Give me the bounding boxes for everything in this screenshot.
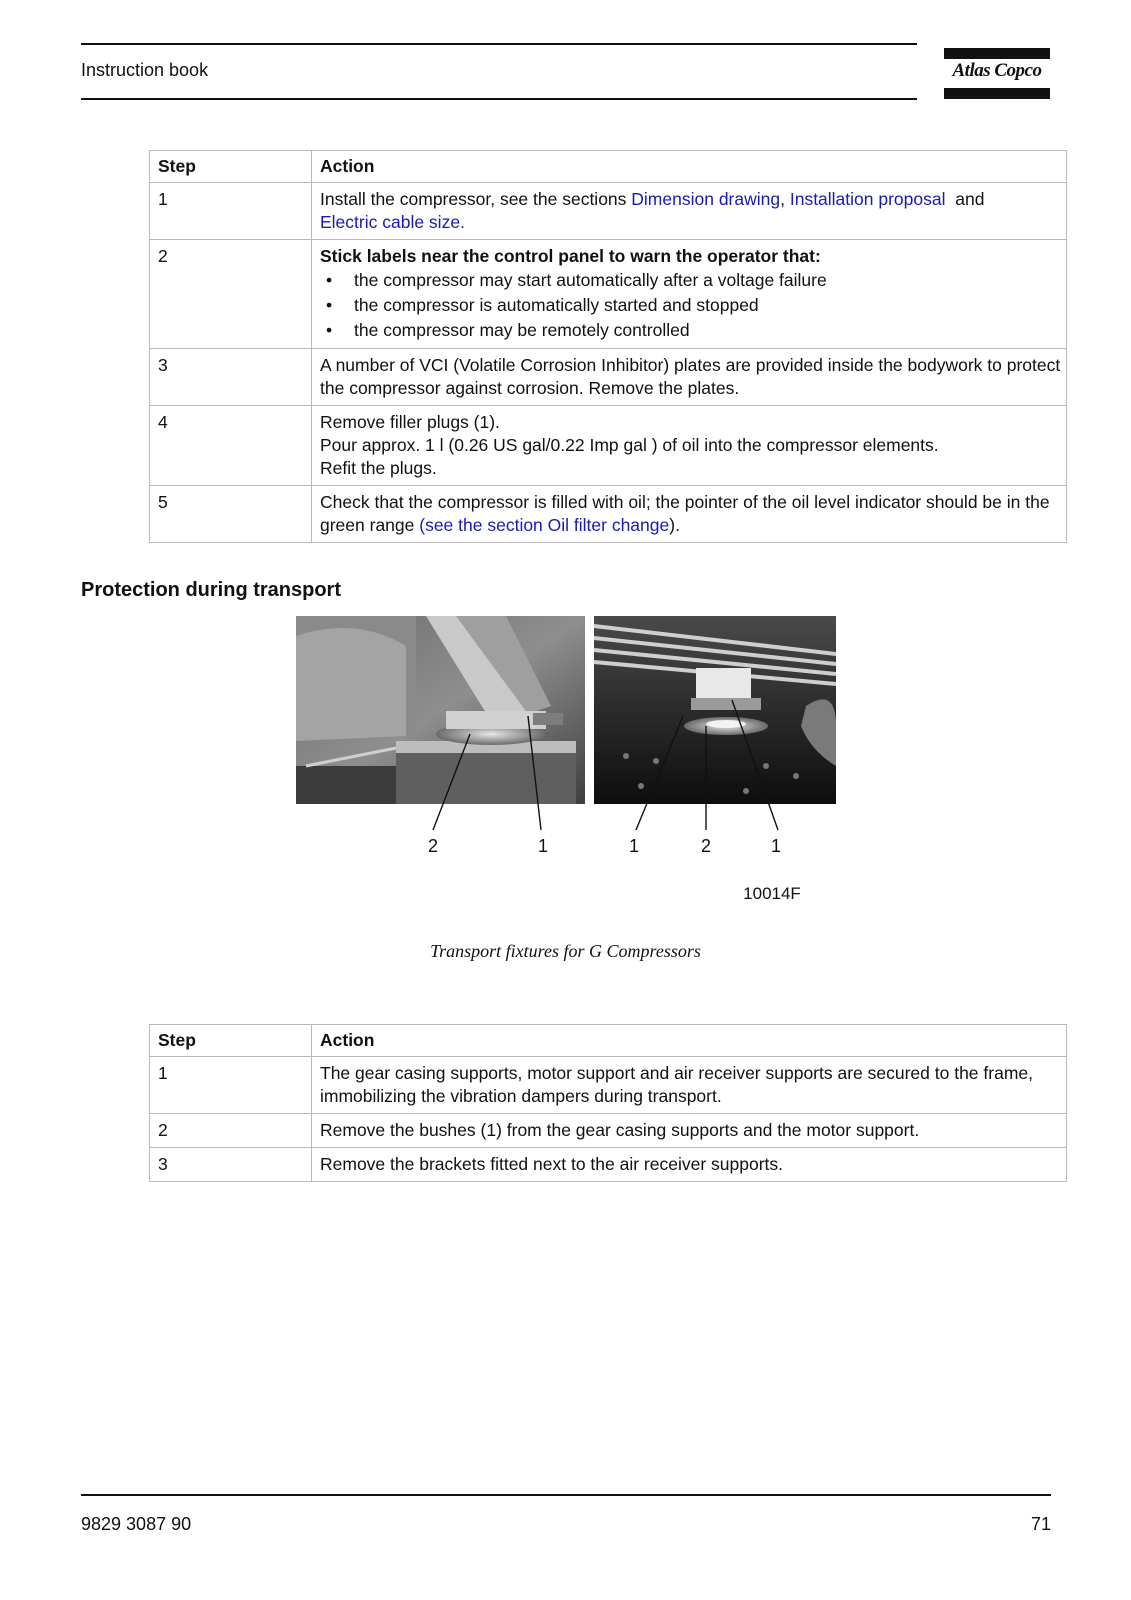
list-item: • the compressor may be remotely controlled [320,318,1062,343]
step-number: 1 [150,183,312,240]
step-number: 3 [150,1148,312,1182]
step-action: A number of VCI (Volatile Corrosion Inhibitor) plates are provided inside the bodywork to protect the compressor against corrosion. Remove the plates. [312,349,1067,406]
column-header-action: Action [312,1025,1067,1057]
table-row [150,349,1067,406]
link-oil-filter-change[interactable]: (see the section Oil filter change [419,515,670,535]
step-number: 5 [150,486,312,543]
link-dimension-drawing[interactable]: Dimension drawing [631,189,781,209]
callout-number: 2 [700,836,712,856]
table-row [150,240,1067,349]
transport-steps-table [149,1024,1067,1182]
footer-rule [81,1494,1051,1496]
callout-number: 1 [770,836,782,856]
action-text: Check that the compressor is filled with oil; the pointer of the oil level indicator should be in the green range [320,492,1050,535]
logo-wordmark: Atlas Copco [952,60,1042,81]
list-item: • the compressor is automatically started and stopped [320,293,1062,318]
atlas-copco-logo [944,48,1050,100]
header-top-rule [81,43,917,45]
section-title: Protection during transport [81,579,341,601]
list-item: • the compressor may start automatically after a voltage failure [320,268,1062,293]
step-action: The gear casing supports, motor support and air receiver supports are secured to the frame, immobilizing the vibration dampers during transport. [312,1057,1067,1114]
action-text: , [780,189,790,209]
action-text: Install the compressor, see the sections [320,189,632,209]
table-row [150,1148,1067,1182]
step-number: 3 [150,349,312,406]
step-number: 1 [150,1057,312,1114]
column-header-step: Step [150,151,312,183]
table-header-row [150,151,1067,183]
action-line: Refit the plugs. [320,458,437,478]
step-action [312,486,1067,543]
photo-motor-support [594,616,836,804]
table-row [150,183,1067,240]
logo-top-bar [944,48,1050,59]
action-text: and [945,189,990,209]
table-row [150,1114,1067,1148]
callout-number: 2 [427,836,439,856]
callout-number: 1 [628,836,640,856]
callout-number: 1 [537,836,549,856]
action-line: Remove filler plugs (1). [320,412,500,432]
header-title: Instruction book [81,60,209,80]
header-bottom-rule [81,98,917,100]
step-number: 2 [150,1114,312,1148]
table-row [150,486,1067,543]
document-number: 9829 3087 90 [81,1514,192,1534]
page-number: 71 [1030,1514,1051,1534]
warning-bullet-list [320,268,1062,343]
figure-svg [296,616,836,916]
link-installation-proposal[interactable]: Installation proposal [789,189,946,209]
figure-caption: Transport fixtures for G Compressors [430,941,701,961]
installation-steps-table [149,150,1067,543]
step-action [312,240,1067,349]
step-action: Remove the bushes (1) from the gear casing supports and the motor support. [312,1114,1067,1148]
action-lead-text: Stick labels near the control panel to warn the operator that: [320,246,821,266]
photo-gear-casing-support [296,616,585,804]
transport-fixtures-figure [296,616,836,916]
column-header-step: Step [150,1025,312,1057]
column-header-action: Action [312,151,1067,183]
logo-bottom-bar [944,88,1050,99]
action-line: Pour approx. 1 l (0.26 US gal/0.22 Imp gal ) of oil into the compressor elements. [320,435,939,455]
table-row [150,406,1067,486]
step-action [312,406,1067,486]
step-action: Remove the brackets fitted next to the air receiver supports. [312,1148,1067,1182]
link-electric-cable-size[interactable]: Electric cable size. [320,212,465,232]
table-header-row [150,1025,1067,1057]
figure-code: 10014F [743,884,801,903]
step-number: 2 [150,240,312,349]
step-action [312,183,1067,240]
action-text: ). [669,515,680,535]
step-number: 4 [150,406,312,486]
table-row [150,1057,1067,1114]
